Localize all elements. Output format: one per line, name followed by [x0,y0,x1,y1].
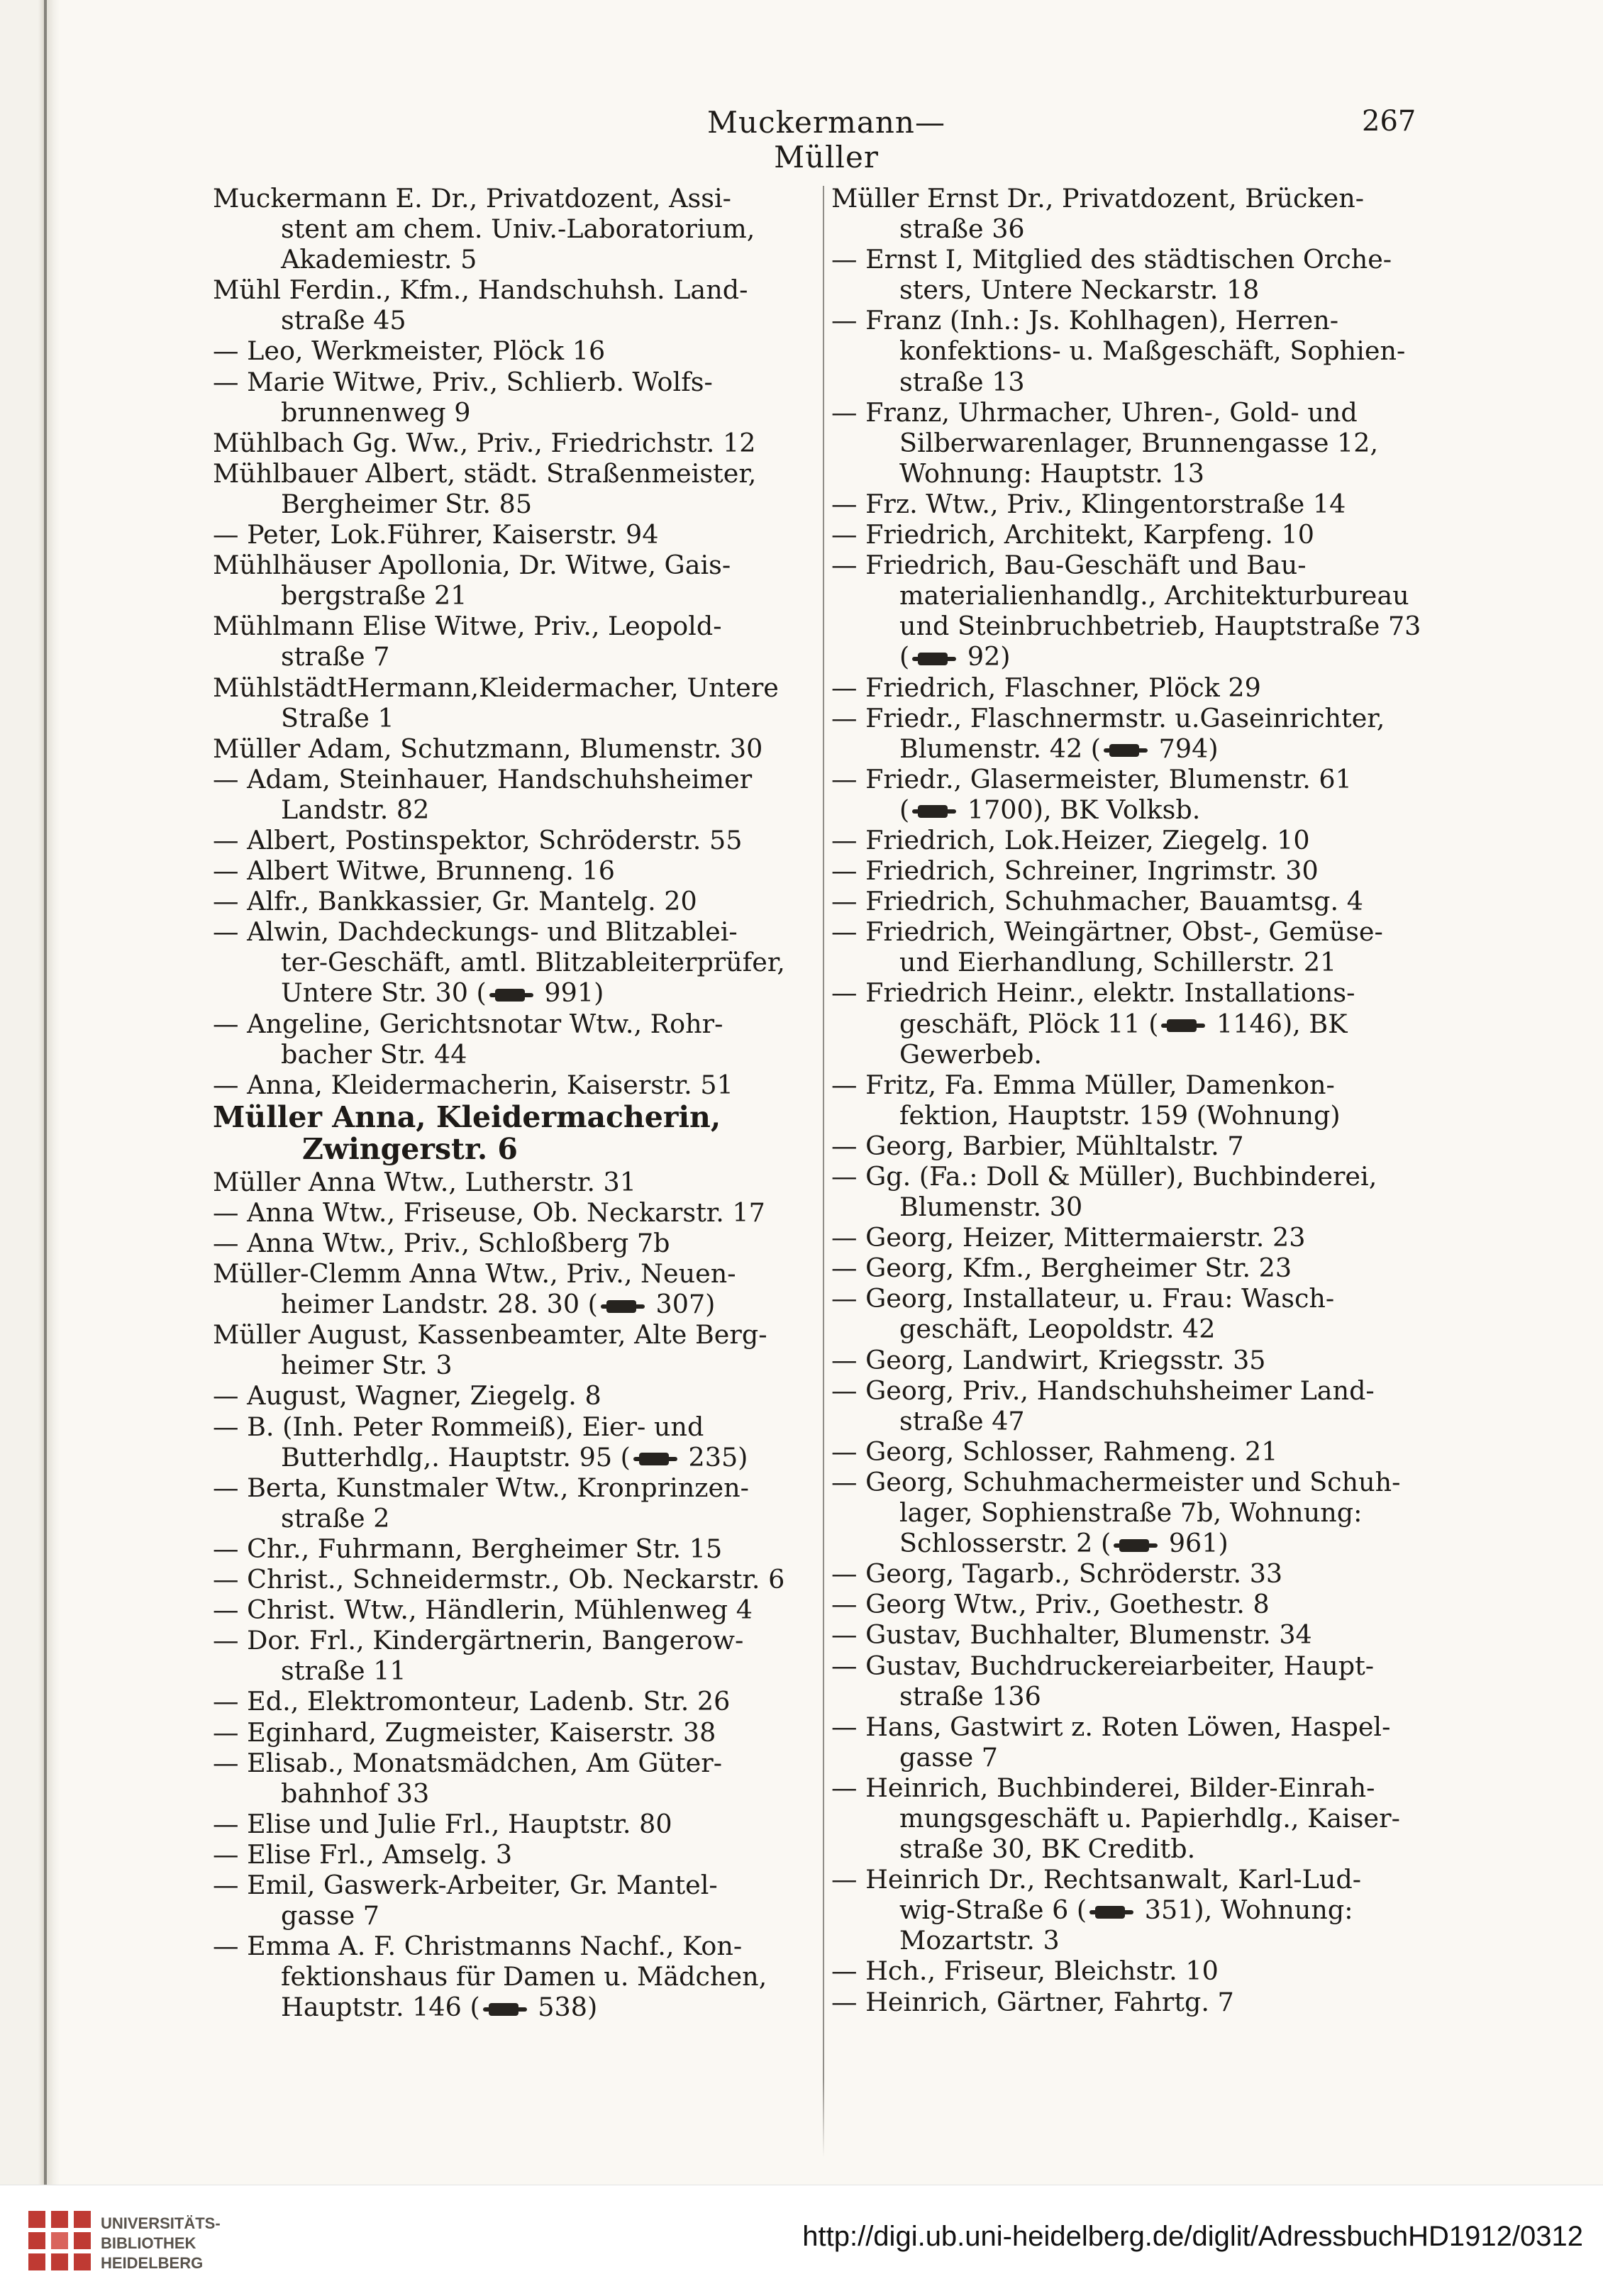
directory-entry [831,1558,1430,1589]
entry-line: — Peter, Lok.Führer, Kaiserstr. 94 [213,519,659,550]
telephone-icon [912,802,956,821]
entry-line: — Christ. Wtw., Händlerin, Mühlenweg 4 [213,1595,753,1626]
entry-line: Müller Anna Wtw., Lutherstr. 31 [213,1166,636,1197]
entry-line: bacher Str. 44 [281,1038,467,1070]
entry-line: — Georg, Barbier, Mühltalstr. 7 [831,1130,1244,1161]
library-name [101,2214,285,2273]
entry-line: konfektions- u. Maßgeschäft, Sophien- [899,335,1406,367]
entry-line: straße 45 [281,305,406,336]
entry-line: Blumenstr. 30 [899,1192,1083,1223]
entry-line: Muckermann E. Dr., Privatdozent, Assi- [213,183,731,213]
directory-entry [831,1956,1430,1986]
directory-entry [831,855,1430,886]
entry-line: geschäft, Leopoldstr. 42 [899,1314,1216,1345]
entry-line: — Anna, Kleidermacherin, Kaiserstr. 51 [213,1069,733,1100]
library-name-line: BIBLIOTHEK [101,2234,196,2252]
directory-entry [831,1987,1430,2017]
footer-bar [0,2185,1603,2296]
directory-entry [213,274,837,335]
entry-line: Müller Adam, Schutzmann, Blumenstr. 30 [213,733,763,764]
directory-entry [831,1619,1430,1650]
directory-entry [831,764,1430,825]
entry-line: Mühl Ferdin., Kfm., Handschuhsh. Land- [213,274,748,306]
entry-line: — Heinrich Dr., Rechtsanwalt, Karl-Lud- [831,1864,1362,1895]
directory-entry [213,183,837,274]
entry-line: — Adam, Steinhauer, Handschuhsheimer [213,763,753,794]
directory-entry [831,672,1430,703]
entry-line: heimer Landstr. 28. 30 ( 307) [281,1289,716,1320]
directory-entry [213,1167,837,1197]
directory-entry [213,1319,837,1380]
entry-line: materialienhandlg., Architekturbureau [899,580,1409,611]
entry-line: — Elise und Julie Frl., Hauptstr. 80 [213,1808,672,1839]
directory-entry [213,1473,837,1534]
entry-line: straße 2 [281,1502,390,1534]
entry-line: und Eierhandlung, Schillerstr. 21 [899,947,1337,978]
directory-entry [213,764,837,825]
entry-line: — Georg, Heizer, Mittermaierstr. 23 [831,1222,1306,1253]
entry-line: Akademiestr. 5 [281,244,477,275]
directory-entry [831,1131,1430,1161]
entry-line: mungsgeschäft u. Papierhdlg., Kaiser- [899,1802,1400,1834]
entry-line: — Gustav, Buchdruckereiarbeiter, Haupt- [831,1650,1375,1681]
entry-line: Mühlbauer Albert, städt. Straßenmeister, [213,457,757,489]
entry-line: straße 11 [281,1656,406,1687]
directory-entry [213,1564,837,1595]
book-spine [0,0,60,2185]
directory-entry [213,1595,837,1625]
entry-line: — Ernst I, Mitglied des städtischen Orche- [831,244,1392,275]
entry-line: straße 7 [281,641,390,672]
directory-entry [213,855,837,886]
directory-entry [831,1467,1430,1558]
entry-line: — Georg Wtw., Priv., Goethestr. 8 [831,1589,1270,1620]
directory-entry [213,1534,837,1564]
entry-line: Mühlbach Gg. Ww., Priv., Friedrichstr. 12 [213,427,756,458]
directory-entry [831,916,1430,977]
entry-line: Müller Anna, Kleidermacherin, [213,1099,721,1134]
directory-entry [213,1258,837,1319]
telephone-icon [489,986,533,1004]
directory-entry [831,397,1430,489]
telephone-icon [1114,1536,1158,1555]
library-name-line: UNIVERSITÄTS- [101,2214,221,2232]
entry-line: — Chr., Fuhrmann, Bergheimer Str. 15 [213,1533,723,1564]
directory-entry [213,1748,837,1809]
entry-line: — Friedrich, Flaschner, Plöck 29 [831,672,1261,703]
directory-entry [831,1161,1430,1222]
entry-line: Schlosserstr. 2 ( 961) [899,1528,1228,1559]
directory-entry [213,611,837,672]
directory-entry [831,1345,1430,1375]
entry-line: Mühlmann Elise Witwe, Priv., Leopold- [213,611,722,642]
telephone-icon [633,1450,677,1468]
entry-line: — Berta, Kunstmaler Wtw., Kronprinzen- [213,1472,749,1503]
directory-entry [831,1864,1430,1956]
directory-entry [213,1809,837,1839]
left-column [213,183,837,2022]
entry-line: — Georg, Installateur, u. Frau: Wasch- [831,1283,1335,1314]
directory-entry [831,1222,1430,1253]
directory-entry [831,305,1430,396]
directory-entry [213,1197,837,1228]
spine-edge-line [44,0,47,2185]
entry-line: — Leo, Werkmeister, Plöck 16 [213,335,606,367]
entry-line: MühlstädtHermann,Kleidermacher, Untere [213,672,779,703]
entry-line: — Georg, Priv., Handschuhsheimer Land- [831,1375,1375,1406]
directory-entry [831,703,1430,764]
entry-line: — Franz (Inh.: Js. Kohlhagen), Herren- [831,305,1339,336]
directory-entry-highlighted [213,1099,837,1166]
entry-line: bergstraße 21 [281,580,467,611]
directory-entry [831,550,1430,672]
directory-entry [213,1380,837,1411]
entry-line: — Albert Witwe, Brunneng. 16 [213,855,615,887]
entry-line: Butterhdlg,. Hauptstr. 95 ( 235) [281,1441,748,1473]
entry-line: Müller-Clemm Anna Wtw., Priv., Neuen- [213,1258,736,1290]
entry-line: — Elisab., Monatsmädchen, Am Güter- [213,1747,723,1778]
entry-line: gasse 7 [899,1741,999,1773]
entry-line: Gewerbeb. [899,1038,1042,1070]
telephone-icon [1104,741,1148,760]
entry-line: gasse 7 [281,1900,380,1931]
entry-line: Blumenstr. 42 ( 794) [899,733,1219,764]
directory-entry [213,916,837,1008]
directory-entry [213,1686,837,1717]
entry-line: sters, Untere Neckarstr. 18 [899,274,1260,306]
entry-line: — Emma A. F. Christmanns Nachf., Kon- [213,1931,743,1962]
entry-line: — Gustav, Buchhalter, Blumenstr. 34 [831,1619,1312,1651]
telephone-icon [483,2000,527,2019]
entry-line: Müller Ernst Dr., Privatdozent, Brücken- [831,183,1365,213]
source-url-link[interactable]: http://digi.ub.uni-heidelberg.de/diglit/AdressbuchHD1912/0312 [802,2221,1583,2252]
directory-entry [831,977,1430,1069]
directory-entry [831,1436,1430,1467]
entry-line: — Elise Frl., Amselg. 3 [213,1839,513,1870]
directory-entry [831,1070,1430,1131]
entry-line: lager, Sophienstraße 7b, Wohnung: [899,1497,1363,1529]
directory-entry [213,886,837,916]
entry-line: — Anna Wtw., Priv., Schloßberg 7b [213,1228,670,1258]
entry-line: brunnenweg 9 [281,396,471,428]
directory-entry [213,1870,837,1931]
directory-entry [213,1931,837,2022]
directory-entry [831,489,1430,519]
entry-line: — Hch., Friseur, Bleichstr. 10 [831,1956,1219,1987]
entry-line: Zwingerstr. 6 [302,1131,518,1166]
directory-entry [831,244,1430,305]
directory-entry [831,1283,1430,1344]
entry-line: — Friedrich, Schuhmacher, Bauamtsg. 4 [831,886,1363,917]
entry-line: fektionshaus für Damen u. Mädchen, [281,1961,767,1992]
entry-line: Straße 1 [281,702,394,733]
library-seal-icon [24,2205,95,2276]
entry-line: — Hans, Gastwirt z. Roten Löwen, Haspel- [831,1711,1391,1742]
directory-entry [831,1651,1430,1712]
entry-line: heimer Str. 3 [281,1350,453,1381]
entry-line: geschäft, Plöck 11 ( 1146), BK [899,1008,1348,1039]
entry-line: — Friedrich, Weingärtner, Obst-, Gemüse- [831,916,1383,948]
entry-line: und Steinbruchbetrieb, Hauptstraße 73 [899,611,1421,642]
entry-line: straße 47 [899,1405,1025,1436]
directory-entry [213,672,837,733]
entry-line: straße 136 [899,1680,1041,1712]
directory-entry [213,733,837,764]
directory-entry [213,1070,837,1100]
entry-line: Müller August, Kassenbeamter, Alte Berg- [213,1319,767,1351]
entry-line: ( 1700), BK Volksb. [899,794,1201,825]
entry-line: straße 13 [899,366,1025,397]
entry-line: Landstr. 82 [281,794,430,825]
entry-line: — Heinrich, Buchbinderei, Bilder-Einrah- [831,1772,1375,1803]
page-number: 267 [1362,105,1416,138]
entry-line: — Fritz, Fa. Emma Müller, Damenkon- [831,1069,1335,1100]
directory-entry [831,519,1430,550]
library-name-line: HEIDELBERG [101,2254,204,2272]
directory-entry [831,825,1430,855]
entry-line: — Angeline, Gerichtsnotar Wtw., Rohr- [213,1008,723,1039]
telephone-icon [912,650,956,668]
directory-entry [213,1839,837,1870]
entry-line: — Alwin, Dachdeckungs- und Blitzablei- [213,916,738,948]
entry-line: — Emil, Gaswerk-Arbeiter, Gr. Mantel- [213,1869,718,1900]
directory-entry [831,1375,1430,1436]
entry-line: — Eginhard, Zugmeister, Kaiserstr. 38 [213,1717,716,1748]
entry-line: Untere Str. 30 ( 991) [281,977,604,1009]
entry-line: — Georg, Schuhmachermeister und Schuh- [831,1466,1401,1497]
directory-entry [213,519,837,550]
entry-line: — Christ., Schneidermstr., Ob. Neckarstr. 6 [213,1564,785,1595]
entry-line: — Marie Witwe, Priv., Schlierb. Wolfs- [213,366,713,397]
entry-line: — B. (Inh. Peter Rommeiß), Eier- und [213,1411,704,1442]
entry-line: — Georg, Landwirt, Kriegsstr. 35 [831,1344,1266,1375]
right-column [831,183,1430,2017]
directory-entry [831,1773,1430,1864]
directory-entry [213,1412,837,1473]
entry-line: — Ed., Elektromonteur, Ladenb. Str. 26 [213,1686,731,1717]
directory-entry [213,335,837,366]
directory-entry [213,1625,837,1686]
entry-line: Mozartstr. 3 [899,1925,1060,1956]
directory-entry [213,1009,837,1070]
entry-line: straße 36 [899,213,1025,245]
entry-line: — Heinrich, Gärtner, Fahrtg. 7 [831,1986,1234,2017]
library-logo[interactable] [24,2198,279,2283]
entry-line: — Frz. Wtw., Priv., Klingentorstraße 14 [831,488,1346,519]
entry-line: Hauptstr. 146 ( 538) [281,1992,598,2023]
entry-line: ( 92) [899,641,1011,672]
entry-line: Wohnung: Hauptstr. 13 [899,457,1204,489]
telephone-icon [1089,1903,1133,1921]
entry-line: — Anna Wtw., Friseuse, Ob. Neckarstr. 17 [213,1197,765,1228]
directory-entry [831,183,1430,244]
directory-entry [213,367,837,428]
entry-line: — Georg, Tagarb., Schröderstr. 33 [831,1558,1283,1590]
directory-entry [831,1253,1430,1283]
entry-line: — Gg. (Fa.: Doll & Müller), Buchbinderei, [831,1161,1377,1192]
entry-line: — Friedr., Flaschnermstr. u.Gaseinrichter, [831,702,1385,733]
entry-line: — Franz, Uhrmacher, Uhren-, Gold- und [831,396,1358,428]
directory-entry [213,825,837,855]
entry-line: ter-Geschäft, amtl. Blitzableiterprüfer, [281,947,785,978]
entry-line: — Friedrich, Architekt, Karpfeng. 10 [831,519,1314,550]
directory-entry [831,886,1430,916]
directory-entry [213,550,837,611]
entry-line: — Dor. Frl., Kindergärtnerin, Bangerow- [213,1625,744,1656]
entry-line: — Friedrich, Lok.Heizer, Ziegelg. 10 [831,824,1310,855]
entry-line: — Albert, Postinspektor, Schröderstr. 55 [213,824,743,855]
entry-line: straße 30, BK Creditb. [899,1834,1196,1865]
entry-line: — Georg, Schlosser, Rahmeng. 21 [831,1436,1278,1467]
entry-line: Bergheimer Str. 85 [281,488,533,519]
telephone-icon [601,1297,645,1316]
entry-line: — Friedrich, Schreiner, Ingrimstr. 30 [831,855,1319,887]
entry-line: — Friedr., Glasermeister, Blumenstr. 61 [831,763,1352,794]
telephone-icon [1161,1016,1205,1035]
entry-line: — August, Wagner, Ziegelg. 8 [213,1380,601,1412]
entry-line: stent am chem. Univ.-Laboratorium, [281,213,755,245]
directory-entry [213,1717,837,1748]
entry-line: bahnhof 33 [281,1778,430,1809]
directory-entry [831,1712,1430,1773]
directory-entry [213,428,837,458]
entry-line: — Friedrich Heinr., elektr. Installations- [831,977,1355,1009]
entry-line: Silberwarenlager, Brunnengasse 12, [899,427,1379,458]
directory-entry [213,1228,837,1258]
entry-line: — Friedrich, Bau-Geschäft und Bau- [831,550,1307,581]
entry-line: Mühlhäuser Apollonia, Dr. Witwe, Gais- [213,550,731,581]
entry-line: wig-Straße 6 ( 351), Wohnung: [899,1895,1353,1926]
entry-line: fektion, Hauptstr. 159 (Wohnung) [899,1099,1341,1131]
directory-entry [213,458,837,519]
directory-entry [831,1589,1430,1619]
column-divider [823,186,824,2158]
running-header: Muckermann—Müller [707,105,945,174]
entry-line: — Georg, Kfm., Bergheimer Str. 23 [831,1253,1292,1284]
entry-line: — Alfr., Bankkassier, Gr. Mantelg. 20 [213,886,697,917]
